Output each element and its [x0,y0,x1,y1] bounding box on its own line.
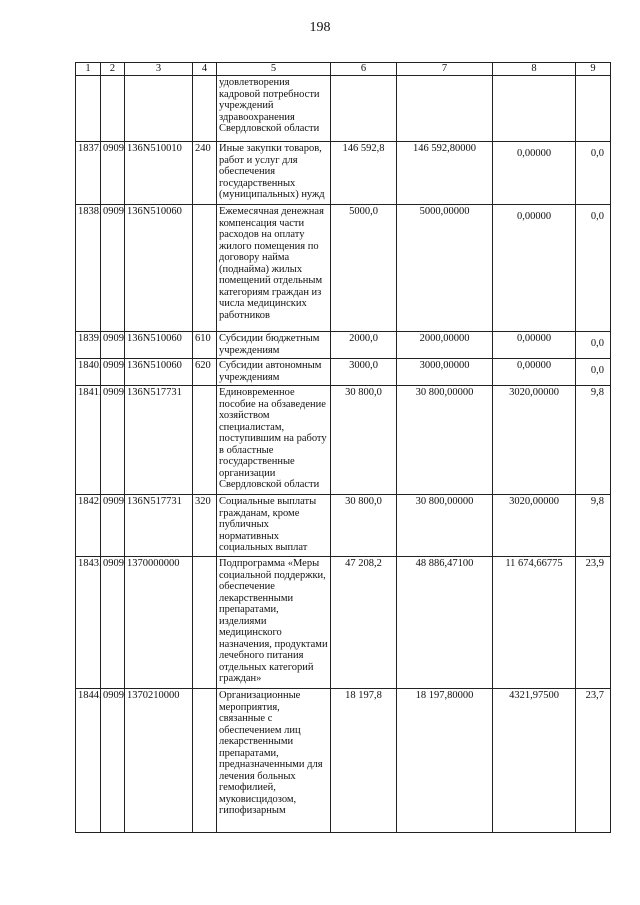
target-code: 1370210000 [125,689,193,833]
table-row [76,689,611,833]
plan-amount [331,76,397,142]
execution-percent: 0,0 [576,359,611,386]
row-number [76,76,101,142]
plan-amount: 3000,0 [331,359,397,386]
item-name: Иные закупки товаров, работ и услуг для обеспечения государственных (муниципальных) нужд [217,142,331,205]
target-code: 136N510010 [125,142,193,205]
page-number: 198 [309,20,331,35]
approved-amount: 2000,00000 [397,332,493,359]
section-code: 0909 [101,359,125,386]
approved-amount: 18 197,80000 [397,689,493,833]
row-number: 1837. [76,142,101,205]
table-row [76,332,611,359]
expense-type-code [193,76,217,142]
header-cell: 9 [576,63,611,76]
target-code: 136N510060 [125,359,193,386]
row-number: 1838. [76,205,101,332]
header-cell: 6 [331,63,397,76]
table-row [76,359,611,386]
approved-amount [397,76,493,142]
executed-amount: 3020,00000 [493,495,576,557]
header-cell: 3 [125,63,193,76]
table-row [76,142,611,205]
approved-amount: 30 800,00000 [397,495,493,557]
target-code: 136N517731 [125,386,193,495]
section-code [101,76,125,142]
item-name: Субсидии автономным учреждениям [217,359,331,386]
expense-type-code [193,557,217,689]
execution-percent: 0,0 [576,332,611,359]
header-cell: 1 [76,63,101,76]
execution-percent: 23,9 [576,557,611,689]
row-number: 1844. [76,689,101,833]
item-name: Единовременное пособие на обзаведение хозяйством специалистам, поступившим на работу в областные государственные организации Свердловской области [217,386,331,495]
execution-percent [576,76,611,142]
row-number: 1843. [76,557,101,689]
plan-amount: 5000,0 [331,205,397,332]
plan-amount: 30 800,0 [331,495,397,557]
execution-percent: 0,0 [576,205,611,332]
row-number: 1841. [76,386,101,495]
expense-type-code: 610 [193,332,217,359]
table-row [76,557,611,689]
approved-amount: 146 592,80000 [397,142,493,205]
target-code: 136N510060 [125,205,193,332]
target-code: 136N517731 [125,495,193,557]
section-code: 0909 [101,495,125,557]
executed-amount: 3020,00000 [493,386,576,495]
table-row [76,205,611,332]
item-name: удовлетворения кадровой потребности учреждений здравоохранения Свердловской области [217,76,331,142]
executed-amount: 4321,97500 [493,689,576,833]
approved-amount: 48 886,47100 [397,557,493,689]
executed-amount [493,76,576,142]
approved-amount: 3000,00000 [397,359,493,386]
approved-amount: 5000,00000 [397,205,493,332]
header-cell: 4 [193,63,217,76]
header-cell: 7 [397,63,493,76]
expense-type-code: 620 [193,359,217,386]
expense-type-code [193,689,217,833]
plan-amount: 30 800,0 [331,386,397,495]
plan-amount: 47 208,2 [331,557,397,689]
section-code: 0909 [101,205,125,332]
execution-percent: 9,8 [576,495,611,557]
plan-amount: 18 197,8 [331,689,397,833]
executed-amount: 11 674,66775 [493,557,576,689]
table-row [76,76,611,142]
item-name: Субсидии бюджетным учреждениям [217,332,331,359]
executed-amount: 0,00000 [493,332,576,359]
budget-table [75,62,611,833]
expense-type-code: 240 [193,142,217,205]
table-row [76,386,611,495]
plan-amount: 2000,0 [331,332,397,359]
expense-type-code: 320 [193,495,217,557]
section-code: 0909 [101,386,125,495]
plan-amount: 146 592,8 [331,142,397,205]
item-name: Организационные мероприятия, связанные с обеспечением лиц лекарственными препаратами, предназначенными для лечения больных гемофилией, муковисцидозом, гипофизарным [217,689,331,833]
item-name: Ежемесячная денежная компенсация части расходов на оплату жилого помещения по договору найма (поднайма) жилых помещений отдельным категориям граждан из числа медицинских работников [217,205,331,332]
executed-amount: 0,00000 [493,359,576,386]
target-code: 136N510060 [125,332,193,359]
row-number: 1840. [76,359,101,386]
row-number: 1842. [76,495,101,557]
item-name: Социальные выплаты гражданам, кроме публичных нормативных социальных выплат [217,495,331,557]
table-row [76,495,611,557]
header-cell: 2 [101,63,125,76]
section-code: 0909 [101,689,125,833]
execution-percent: 0,0 [576,142,611,205]
section-code: 0909 [101,557,125,689]
executed-amount: 0,00000 [493,142,576,205]
target-code [125,76,193,142]
approved-amount: 30 800,00000 [397,386,493,495]
executed-amount: 0,00000 [493,205,576,332]
header-cell: 8 [493,63,576,76]
target-code: 1370000000 [125,557,193,689]
row-number: 1839. [76,332,101,359]
header-cell: 5 [217,63,331,76]
section-code: 0909 [101,142,125,205]
execution-percent: 9,8 [576,386,611,495]
section-code: 0909 [101,332,125,359]
expense-type-code [193,386,217,495]
execution-percent: 23,7 [576,689,611,833]
expense-type-code [193,205,217,332]
table-header-row [76,63,611,76]
item-name: Подпрограмма «Меры социальной поддержки, обеспечение лекарственными препаратами, изделиями медицинского назначения, продуктами лечебного питания отдельных категорий граждан» [217,557,331,689]
